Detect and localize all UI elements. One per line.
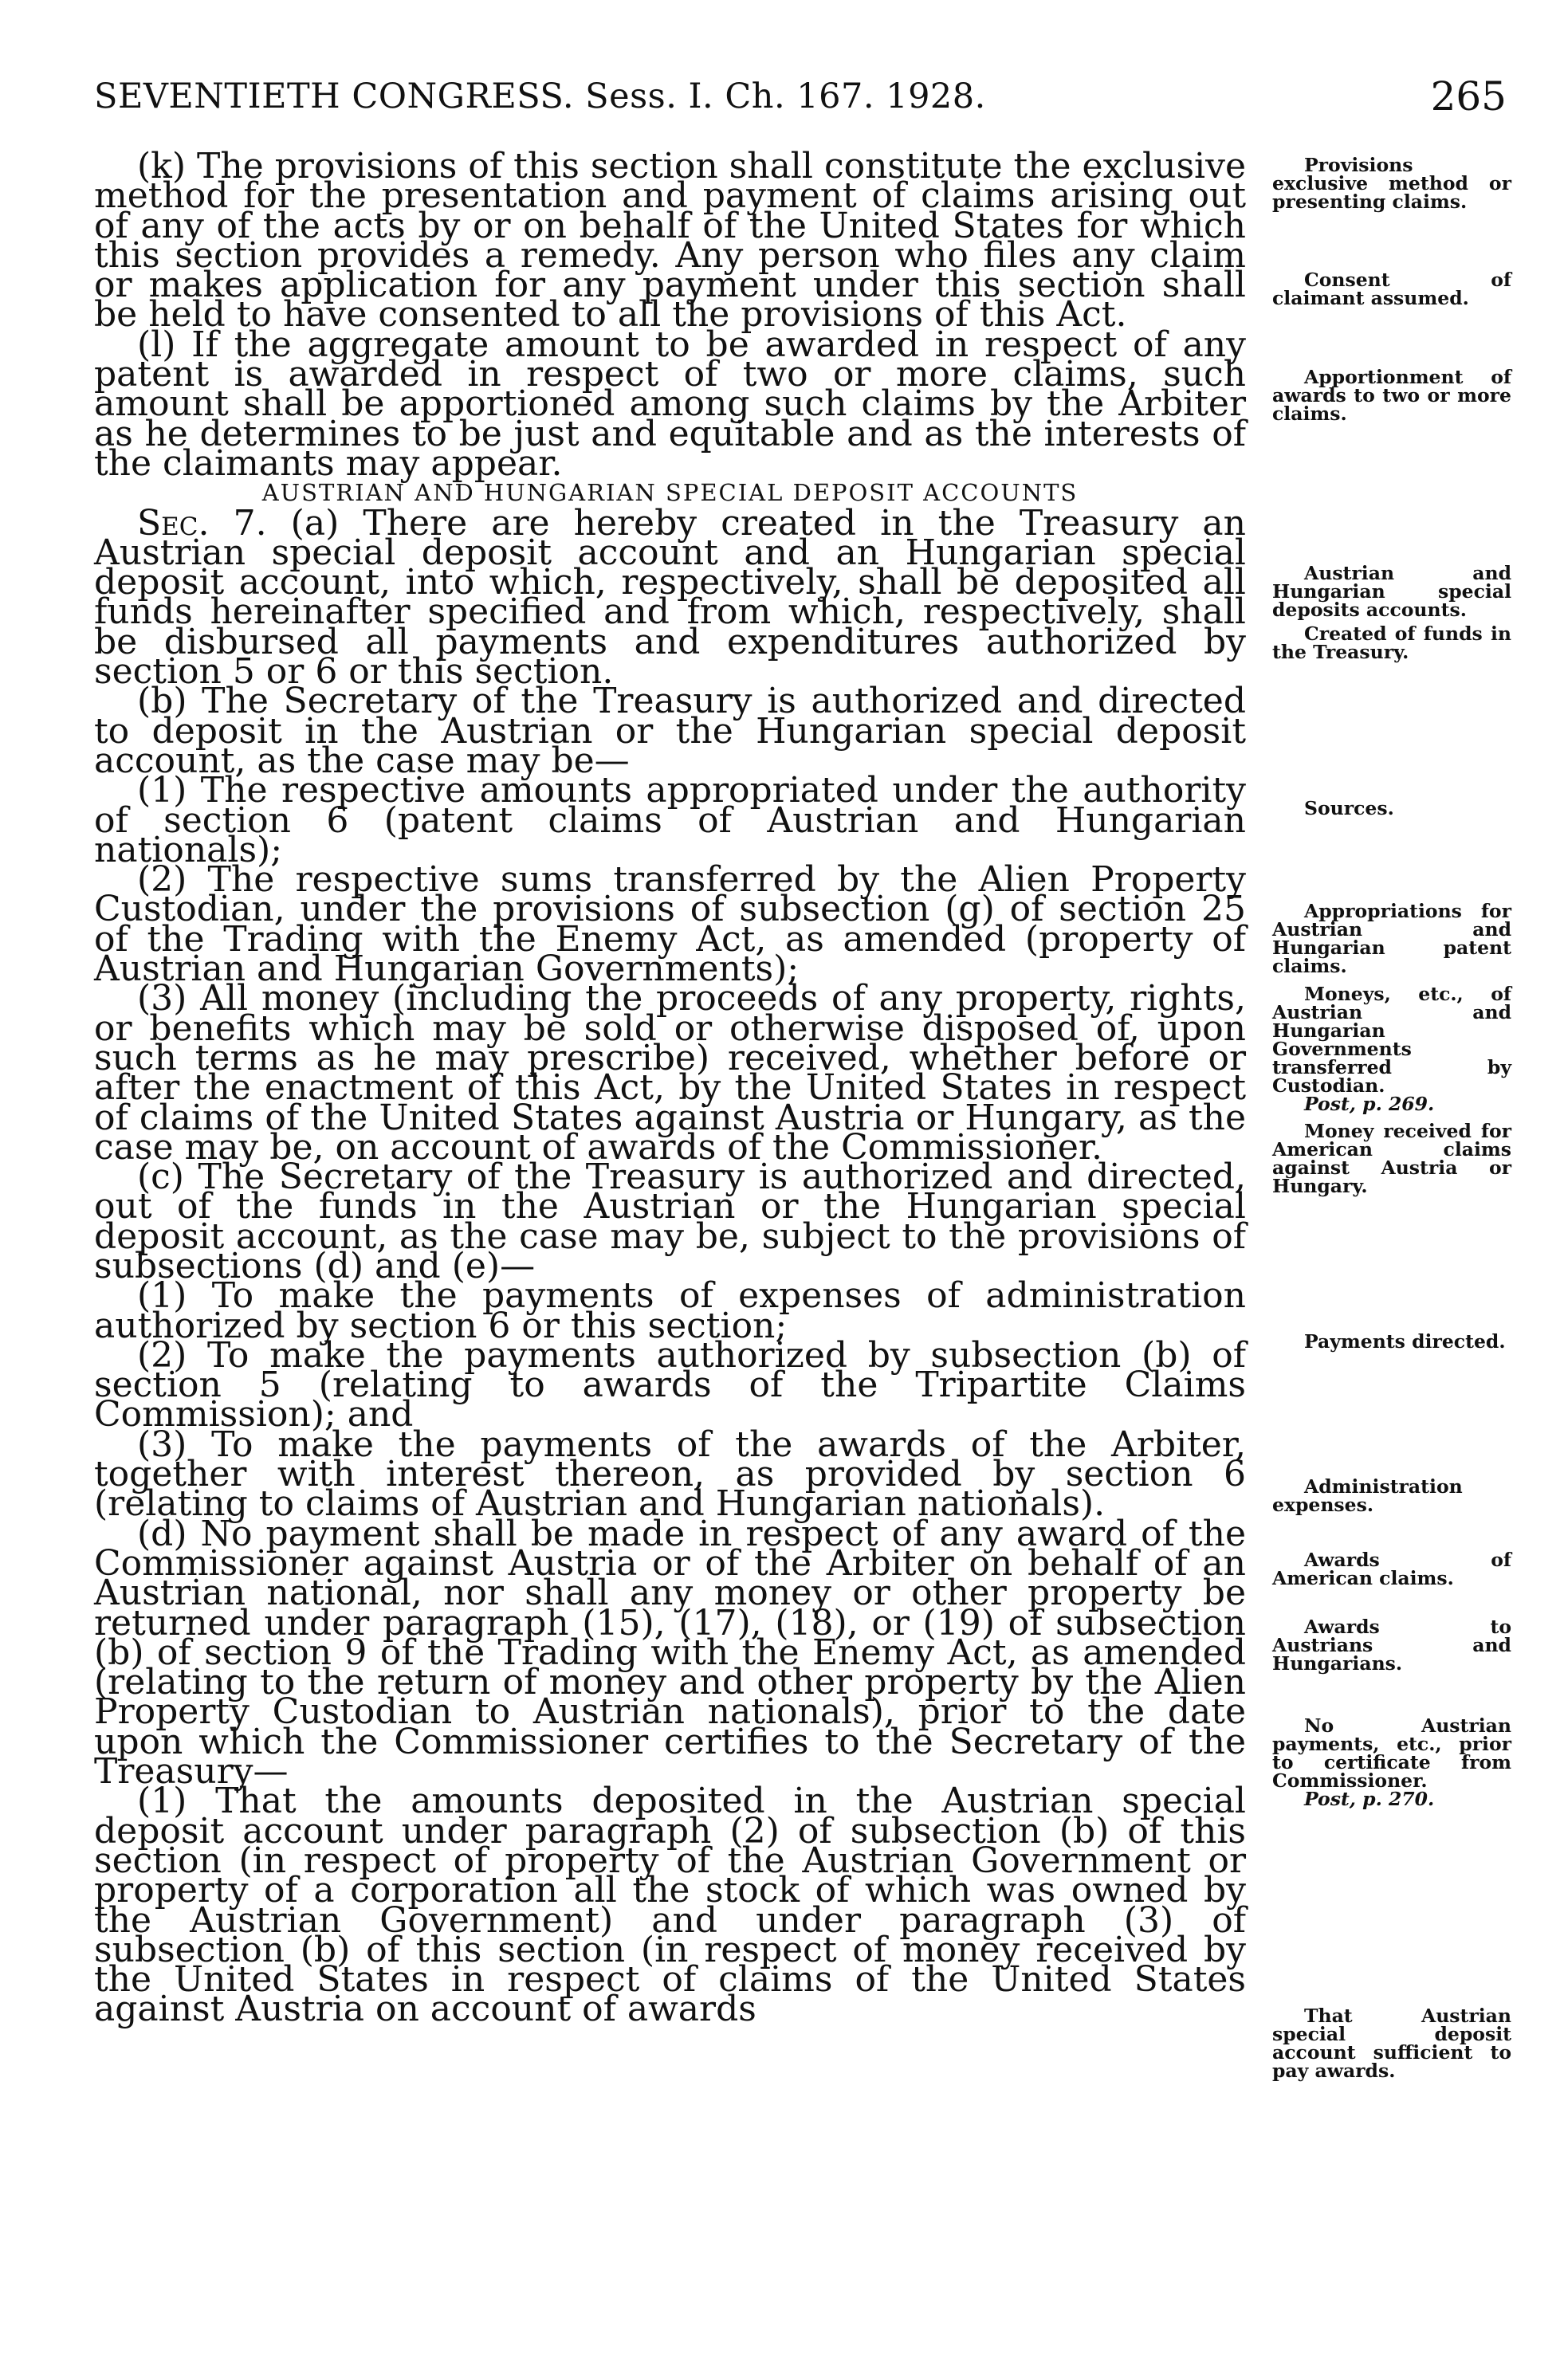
paragraph-7d: (d) No payment shall be made in respect of any award of the Commissioner against Austria or of the Arbiter on behalf of an Austrian national, nor shall any money or other property be returned under paragraph (15), (17), (18), or (19) of subsection (b) of section 9 of the Trading with the Enemy Act, as amended (relating to the return of money and other property by the Alien Property Custodian to Austrian nationals), prior to the date upon which the Commissioner certifies to the Secretary of the Treasury— xyxy=(94,1513,1246,1793)
paragraph-7b2: (2) The respective sums transferred by the Alien Property Custodian, under the provisions of subsection (g) of section 25 of the Trading with the Enemy Act, as amended (property of Austrian and Hungarian Governments); xyxy=(94,859,1246,990)
paragraph-7c2: (2) To make the payments authorized by subsection (b) of section 5 (relating to awards of the Tripartite Claims Commission); and xyxy=(94,1334,1246,1435)
margin-note: Awards of American claims. xyxy=(1272,1549,1511,1589)
paragraph-7c3: (3) To make the payments of the awards of the Arbiter, together with interest thereon, as provided by section 6 (relating to claims of Austrian and Hungarian nationals). xyxy=(94,1424,1246,1525)
section-label: Sec. 7. xyxy=(137,502,267,544)
running-header xyxy=(94,73,1507,132)
margin-note: Consent of claimant assumed. xyxy=(1272,269,1511,309)
margin-note: No Austrian payments, etc., prior to certificate from Commissioner. Post, p. 270. xyxy=(1272,1714,1511,1810)
margin-note: Awards to Austrians and Hungarians. xyxy=(1272,1616,1511,1675)
margin-note: Austrian and Hungarian special deposits accounts. xyxy=(1272,562,1511,621)
main-text xyxy=(94,146,1246,2030)
running-title: SEVENTIETH CONGRESS. Sess. I. Ch. 167. 1928. xyxy=(94,77,986,116)
margin-note: That Austrian special deposit account sufficient to pay awards. xyxy=(1272,2005,1511,2082)
margin-note: Apportionment of awards to two or more claims. xyxy=(1272,366,1511,425)
page-number: 265 xyxy=(1430,73,1507,120)
margin-note: Sources. xyxy=(1304,797,1394,819)
margin-note: Administration expenses. xyxy=(1272,1475,1463,1516)
paragraph-7d1: (1) That the amounts deposited in the Austrian special deposit account under paragraph (2) of subsection (b) of this section (in respect of property of the Austrian Government or property of a corporation all the stock of which was owned by the Austrian Government) and under paragraph (3) of subsection (b) of this section (in respect of money received by the United States in respect of claims of the United States against Austria on account of awards xyxy=(94,1781,1246,2030)
margin-note: Payments directed. xyxy=(1304,1330,1506,1353)
paragraph-k: (k) The provisions of this section shall constitute the exclusive method for the presentation and payment of claims arising out of any of the acts by or on behalf of the United States for which this section provides a remedy. Any person who files any claim or makes application for any payment under this section shall be held to have consented to all the provisions of this Act. xyxy=(94,146,1246,336)
paragraph-7b3: (3) All money (including the proceeds of any property, rights, or benefits which may be sold or otherwise disposed of, upon such terms as he may prescribe) received, whether before or after the enactment of this Act, by the United States in respect of claims of the United States against Austria or Hungary, as the case may be, on account of awards of the Commissioner. xyxy=(94,978,1246,1168)
margin-note: Moneys, etc., of Austrian and Hungarian Governments transferred by Custodian. Post, p. 269. xyxy=(1272,983,1511,1115)
paragraph-7a-text: (a) There are hereby created in the Treasury an Austrian special deposit account and an Hungarian special deposit account, into which, respectively, shall be deposited all funds hereinafter specified and from which, respectively, shall be disbursed all payments and expenditures authorized by section 5 or 6 or this section. xyxy=(94,502,1246,693)
paragraph-l: (l) If the aggregate amount to be awarded in respect of any patent is awarded in respect of two or more claims, such amount shall be apportioned among such claims by the Arbiter as he determines to be just and equitable and as the interests of the claimants may appear. xyxy=(94,324,1246,484)
section-heading: AUSTRIAN AND HUNGARIAN SPECIAL DEPOSIT ACCOUNTS xyxy=(261,479,1079,507)
paragraph-7b: (b) The Secretary of the Treasury is authorized and directed to deposit in the Austrian or the Hungarian special deposit account, as the case may be— xyxy=(94,681,1246,781)
paragraph-7a xyxy=(94,502,1246,693)
margin-note: Provisions exclusive method or presenting claims. xyxy=(1272,154,1511,213)
margin-note: Money received for American claims against Austria or Hungary. xyxy=(1272,1120,1511,1197)
margin-note: Appropriations for Austrian and Hungarian patent claims. xyxy=(1272,900,1511,977)
paragraph-7b1: (1) The respective amounts appropriated under the authority of section 6 (patent claims of Austrian and Hungarian nationals); xyxy=(94,770,1246,870)
paragraph-7c1: (1) To make the payments of expenses of administration authorized by section 6 or this section; xyxy=(94,1275,1246,1346)
paragraph-7c: (c) The Secretary of the Treasury is authorized and directed, out of the funds in the Austrian or the Hungarian special deposit account, as the case may be, subject to the provisions of subsections (d) and (e)— xyxy=(94,1157,1246,1286)
margin-note: Created of funds in the Treasury. xyxy=(1272,622,1511,663)
